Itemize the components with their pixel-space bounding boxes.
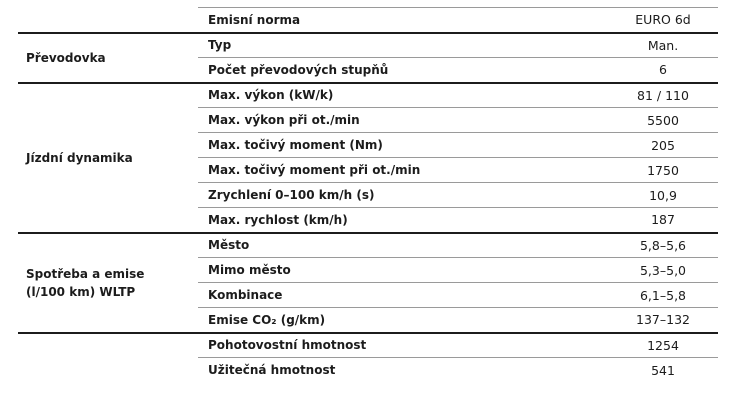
row-value: 81 / 110 — [608, 83, 718, 108]
row-label: Mimo město — [198, 258, 608, 283]
row-label: Město — [198, 233, 608, 258]
row-label: Max. točivý moment při ot./min — [198, 158, 608, 183]
row-value: 10,9 — [608, 183, 718, 208]
row-label: Užitečná hmotnost — [208, 363, 336, 378]
table-row — [18, 333, 718, 358]
group-label-line: Spotřeba a emise — [26, 266, 145, 281]
row-value: 187 — [608, 208, 718, 233]
row-value: 205 — [608, 133, 718, 158]
group-label-gearbox: Převodovka — [18, 33, 198, 83]
row-value: 5,8–5,6 — [608, 233, 718, 258]
row-value: 137–132 — [608, 308, 718, 333]
row-value: 5500 — [608, 108, 718, 133]
row-value: Man. — [608, 33, 718, 58]
row-value: 1750 — [608, 158, 718, 183]
row-value: 5,3–5,0 — [608, 258, 718, 283]
table-row — [18, 83, 718, 108]
row-label: Emisní norma — [198, 8, 608, 33]
row-label: Max. výkon při ot./min — [198, 108, 608, 133]
table-row — [18, 33, 718, 58]
row-label: Emise CO₂ (g/km) — [198, 308, 608, 333]
group-label-line: (l/100 km) WLTP — [26, 284, 136, 299]
group-label-consumption — [18, 233, 198, 333]
row-label: Pohotovostní hmotnost — [198, 333, 608, 358]
row-label: Max. výkon (kW/k) — [198, 83, 608, 108]
row-label: Kombinace — [198, 283, 608, 308]
vehicle-spec-table — [18, 7, 718, 383]
row-value: EURO 6d — [608, 8, 718, 33]
row-value: 1254 — [608, 333, 718, 358]
row-label: Max. točivý moment (Nm) — [198, 133, 608, 158]
row-label: Počet převodových stupňů — [198, 58, 608, 83]
table-row — [18, 8, 718, 33]
row-value: 6 — [608, 58, 718, 83]
group-empty — [18, 8, 198, 33]
row-label: Max. rychlost (km/h) — [198, 208, 608, 233]
row-value: 6,1–5,8 — [608, 283, 718, 308]
group-empty — [18, 333, 198, 383]
table-row — [18, 233, 718, 258]
group-label-dynamics: Jízdní dynamika — [18, 83, 198, 233]
row-label: Typ — [198, 33, 608, 58]
row-value: 541 — [651, 362, 675, 378]
row-label: Zrychlení 0–100 km/h (s) — [198, 183, 608, 208]
